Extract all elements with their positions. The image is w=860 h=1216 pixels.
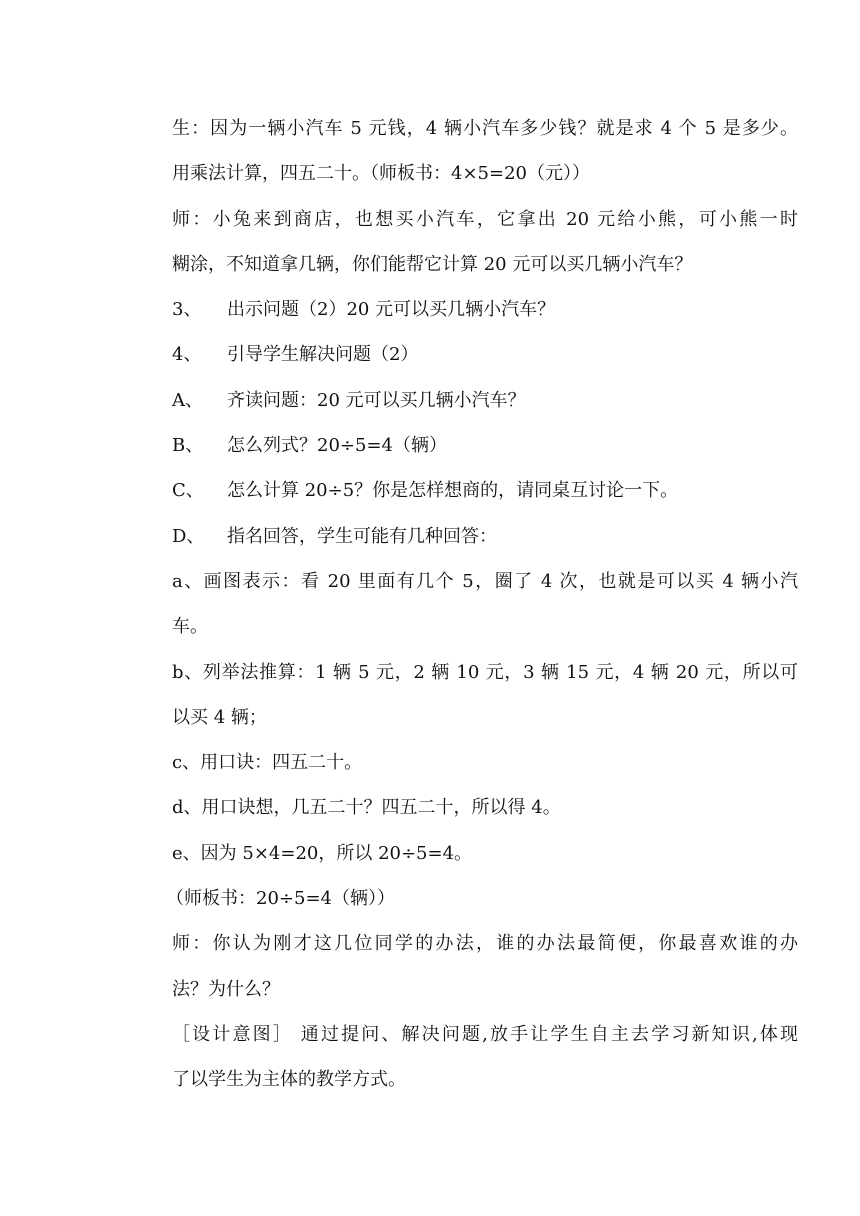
item-text: 怎么计算 20÷5？你是怎样想商的，请同桌互讨论一下。 — [227, 480, 679, 502]
item-number: A、 — [172, 389, 203, 411]
numbered-item — [172, 423, 798, 468]
paragraph-line: d、用口诀想，几五二十？四五二十，所以得 4。 — [172, 797, 561, 819]
paragraph-line: 师：小兔来到商店，也想买小汽车，它拿出 20 元给小熊，可小熊一时 — [172, 208, 798, 230]
item-number: B、 — [172, 435, 204, 457]
paragraph-line: b、列举法推算：1 辆 5 元，2 辆 10 元，3 辆 15 元，4 辆 20 元，所以可 — [172, 661, 798, 683]
item-number: D、 — [172, 525, 205, 547]
paragraph-line: 以买 4 辆； — [172, 706, 267, 728]
paragraph-line: c、用口诀：四五二十。 — [172, 752, 363, 774]
paragraph-line: 用乘法计算，四五二十。（师板书：4×5=20（元）） — [172, 163, 590, 185]
numbered-item — [172, 514, 798, 559]
item-number: 3、 — [172, 299, 202, 321]
document-body — [166, 106, 798, 1103]
paragraph-line: e、因为 5×4=20，所以 20÷5=4。 — [172, 842, 473, 864]
paragraph-line: 师：你认为刚才这几位同学的办法，谁的办法最简便，你最喜欢谁的办 — [172, 933, 798, 955]
numbered-item — [172, 468, 798, 513]
item-text: 指名回答，学生可能有几种回答： — [227, 525, 497, 547]
item-number: C、 — [172, 480, 204, 502]
item-text: 怎么列式？20÷5=4（辆） — [227, 435, 447, 457]
paragraph-line: a、画图表示：看 20 里面有几个 5，圈了 4 次，也就是可以买 4 辆小汽 — [172, 570, 798, 592]
numbered-item — [172, 287, 798, 332]
numbered-item — [172, 332, 798, 377]
item-number: 4、 — [172, 344, 202, 366]
numbered-item — [172, 378, 798, 423]
paragraph-line: 了以学生为主体的教学方式。 — [172, 1069, 406, 1091]
paragraph-line: 生：因为一辆小汽车 5 元钱，4 辆小汽车多少钱？就是求 4 个 5 是多少。 — [172, 118, 798, 139]
item-text: 出示问题（2）20 元可以买几辆小汽车？ — [227, 299, 556, 321]
paragraph-line: 法？为什么？ — [172, 978, 280, 1000]
paragraph-line: ［设计意图］ 通过提问、解决问题,放手让学生自主去学习新知识,体现 — [172, 1023, 798, 1045]
paragraph-line: 车。 — [172, 616, 208, 638]
item-text: 齐读问题：20 元可以买几辆小汽车？ — [227, 389, 526, 411]
item-text: 引导学生解决问题（2） — [227, 344, 419, 366]
paragraph-line: （师板书：20÷5=4（辆）） — [166, 888, 395, 910]
paragraph-line: 糊涂，不知道拿几辆，你们能帮它计算 20 元可以买几辆小汽车？ — [172, 253, 693, 275]
